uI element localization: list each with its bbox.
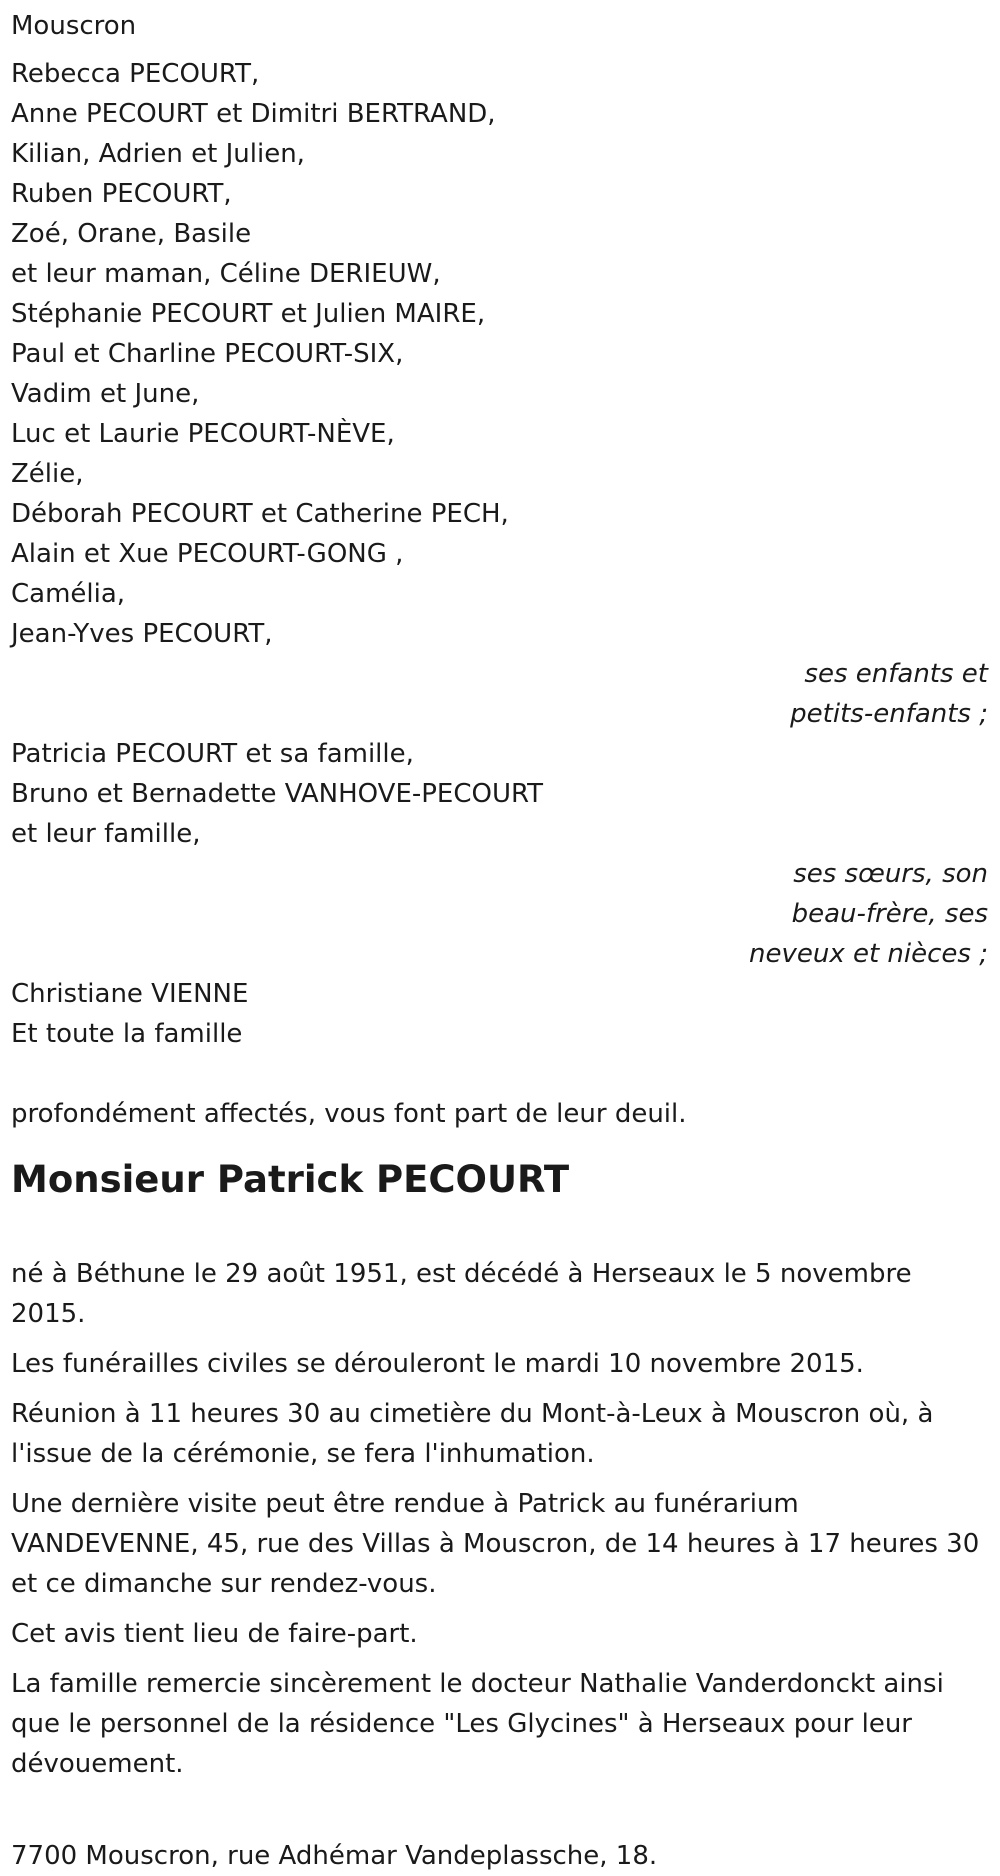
family-group-others: [11, 974, 988, 1054]
family-line: Et toute la famille: [11, 1019, 243, 1049]
family-line: Zoé, Orane, Basile: [11, 219, 252, 249]
family-line: Déborah PECOURT et Catherine PECH,: [11, 499, 509, 529]
city: Mouscron: [11, 11, 137, 41]
family-line: Stéphanie PECOURT et Julien MAIRE,: [11, 299, 486, 329]
role-line: neveux et nièces ;: [748, 939, 988, 969]
family-line: Kilian, Adrien et Julien,: [11, 139, 305, 169]
spacer: [11, 1054, 988, 1094]
detail-paragraph: Les funérailles civiles se dérouleront le mardi 10 novembre 2015.: [11, 1349, 864, 1379]
detail-paragraph: né à Béthune le 29 août 1951, est décédé à Herseaux le 5 novembre 2015.: [11, 1259, 912, 1329]
role-line: beau-frère, ses: [791, 899, 988, 929]
family-line: Anne PECOURT et Dimitri BERTRAND,: [11, 99, 496, 129]
family-line: Jean-Yves PECOURT,: [11, 619, 273, 649]
family-line: Christiane VIENNE: [11, 979, 249, 1009]
family-line: Vadim et June,: [11, 379, 200, 409]
address: 7700 Mouscron, rue Adhémar Vandeplassche, 18.: [11, 1841, 658, 1871]
family-line: Camélia,: [11, 579, 126, 609]
family-line: Rebecca PECOURT,: [11, 59, 260, 89]
family-line: Paul et Charline PECOURT-SIX,: [11, 339, 404, 369]
family-line: Patricia PECOURT et sa famille,: [11, 739, 414, 769]
details: [11, 1254, 988, 1784]
detail-paragraph: La famille remercie sincèrement le docteur Nathalie Vanderdonckt ainsi que le personnel de la résidence "Les Glycines" à Herseaux pour leur dévouement.: [11, 1669, 944, 1779]
role-line: petits-enfants ;: [790, 699, 988, 729]
family-group-siblings: [11, 734, 988, 854]
family-line: Bruno et Bernadette VANHOVE-PECOURT: [11, 779, 544, 809]
detail-paragraph: Cet avis tient lieu de faire-part.: [11, 1619, 418, 1649]
family-group-children: [11, 54, 988, 654]
detail-paragraph: Réunion à 11 heures 30 au cimetière du Mont-à-Leux à Mouscron où, à l'issue de la cérémonie, se fera l'inhumation.: [11, 1399, 934, 1469]
role-line: ses enfants et: [804, 659, 988, 689]
deceased-name: Monsieur Patrick PECOURT: [11, 1158, 570, 1201]
family-line: Luc et Laurie PECOURT-NÈVE,: [11, 419, 395, 449]
family-line: et leur famille,: [11, 819, 201, 849]
family-line: et leur maman, Céline DERIEUW,: [11, 259, 441, 289]
role-line: ses sœurs, son: [793, 859, 988, 889]
role-children: [11, 654, 988, 734]
family-line: Ruben PECOURT,: [11, 179, 232, 209]
detail-paragraph: Une dernière visite peut être rendue à Patrick au funérarium VANDEVENNE, 45, rue des Villas à Mouscron, de 14 heures à 17 heures 30 et ce dimanche sur rendez-vous.: [11, 1489, 980, 1599]
role-siblings: [11, 854, 988, 974]
family-line: Zélie,: [11, 459, 84, 489]
announcement: profondément affectés, vous font part de leur deuil.: [11, 1099, 687, 1129]
family-line: Alain et Xue PECOURT-GONG ,: [11, 539, 404, 569]
